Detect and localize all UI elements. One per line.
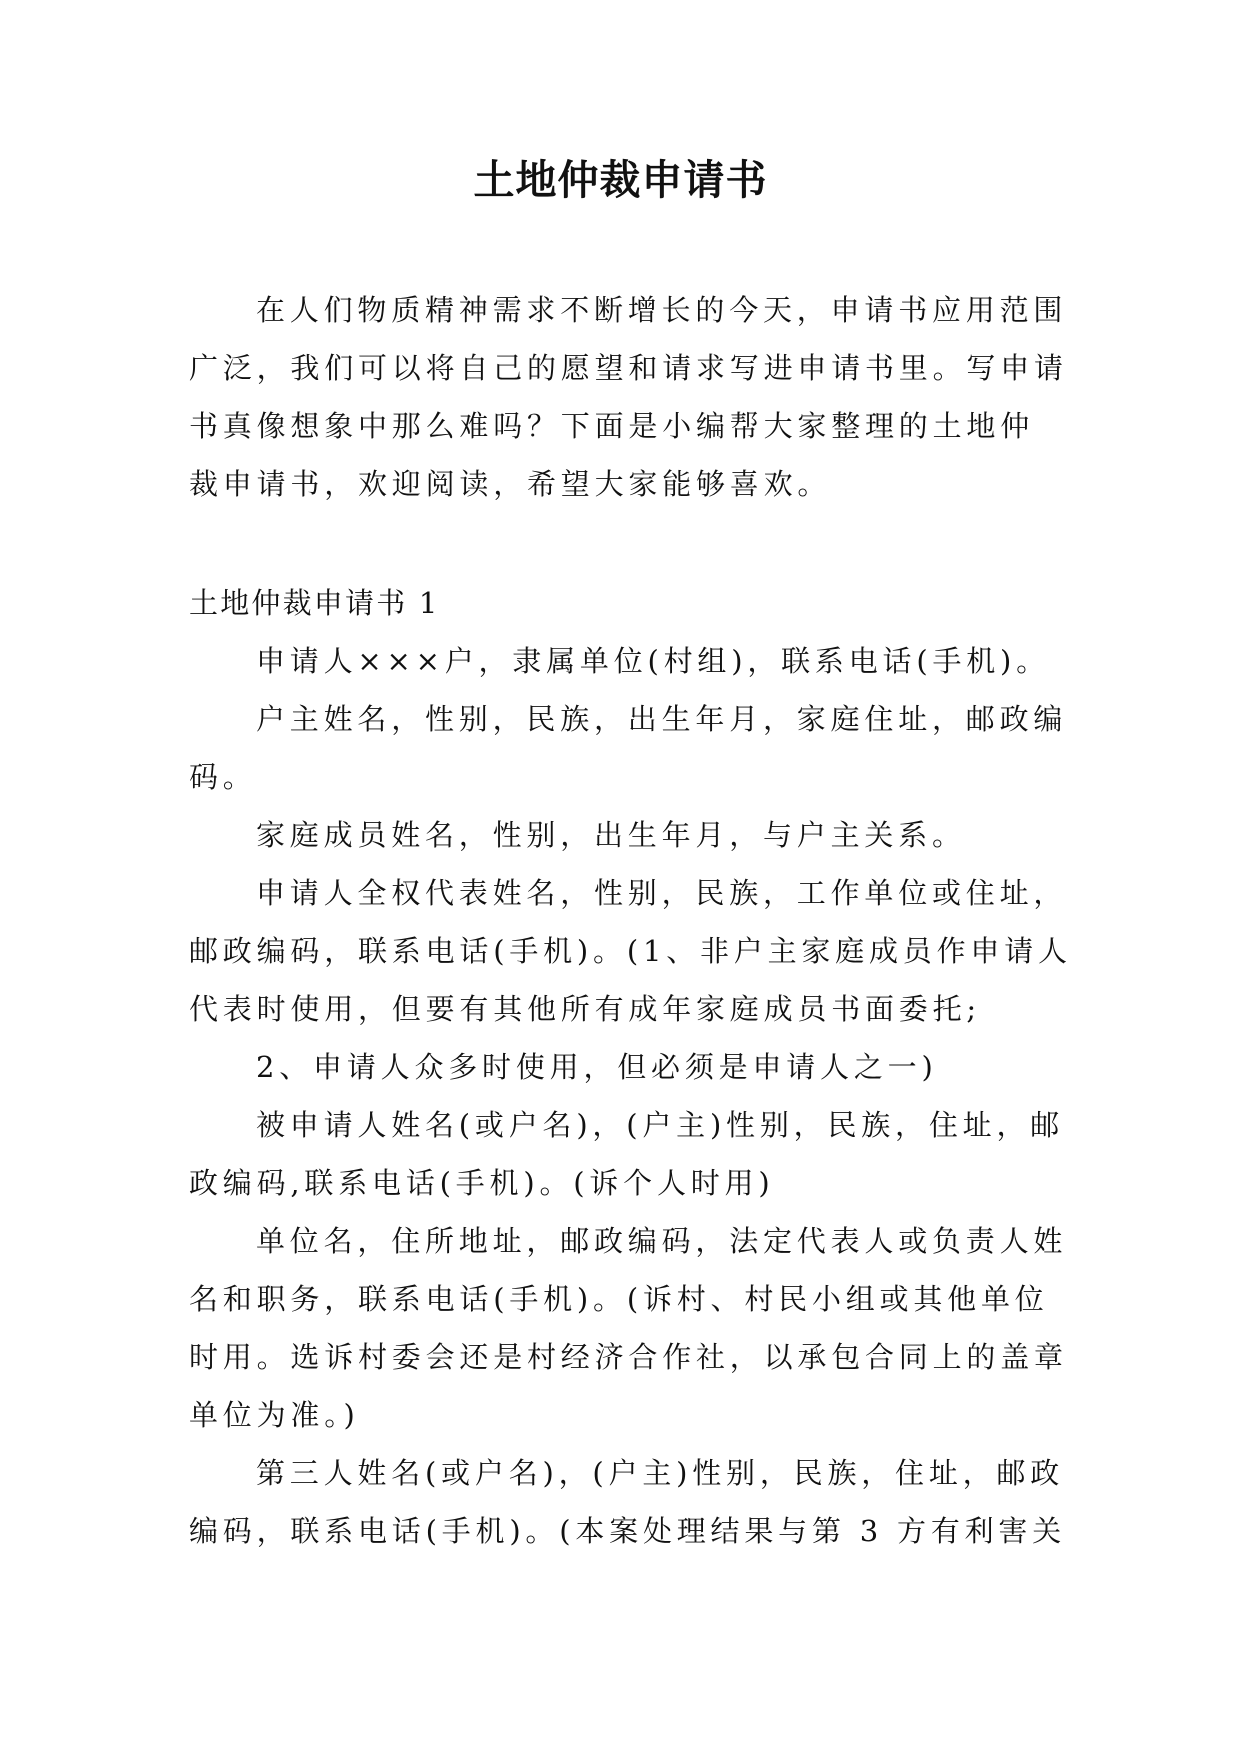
section-heading: 土地仲裁申请书 1 (189, 586, 440, 620)
body-line: 第三人姓名(或户名)，(户主)性别，民族，住址，邮政 (256, 1456, 1065, 1490)
body-line: 单位名，住所地址，邮政编码，法定代表人或负责人姓 (256, 1224, 1068, 1258)
body-line: 2、申请人众多时使用，但必须是申请人之一) (256, 1050, 938, 1084)
intro-line: 书真像想象中那么难吗？下面是小编帮大家整理的土地仲 (189, 409, 1035, 443)
body-line: 名和职务，联系电话(手机)。(诉村、村民小组或其他单位 (189, 1282, 1049, 1316)
body-line: 家庭成员姓名，性别，出生年月，与户主关系。 (256, 818, 966, 852)
intro-line: 在人们物质精神需求不断增长的今天，申请书应用范围 (256, 293, 1068, 327)
intro-line: 广泛，我们可以将自己的愿望和请求写进申请书里。写申请 (189, 351, 1068, 385)
body-line: 码。 (189, 760, 257, 794)
body-line: 编码，联系电话(手机)。(本案处理结果与第 3 方有利害关 (189, 1514, 1067, 1548)
intro-line: 裁申请书，欢迎阅读，希望大家能够喜欢。 (189, 467, 832, 501)
body-line: 户主姓名，性别，民族，出生年月，家庭住址，邮政编 (256, 702, 1068, 736)
body-line: 被申请人姓名(或户名)，(户主)性别，民族，住址，邮 (256, 1108, 1065, 1142)
body-line: 政编码,联系电话(手机)。(诉个人时用) (189, 1166, 775, 1200)
body-line: 邮政编码，联系电话(手机)。(1、非户主家庭成员作申请人 (189, 934, 1072, 968)
body-line: 代表时使用，但要有其他所有成年家庭成员书面委托; (189, 992, 981, 1026)
body-line: 时用。选诉村委会还是村经济合作社，以承包合同上的盖章 (189, 1340, 1068, 1374)
body-line: 申请人全权代表姓名，性别，民族，工作单位或住址， (256, 876, 1068, 910)
body-line: 单位为准。) (189, 1398, 360, 1432)
document-title: 土地仲裁申请书 (473, 156, 768, 204)
body-line: 申请人×××户，隶属单位(村组)，联系电话(手机)。 (256, 644, 1050, 678)
